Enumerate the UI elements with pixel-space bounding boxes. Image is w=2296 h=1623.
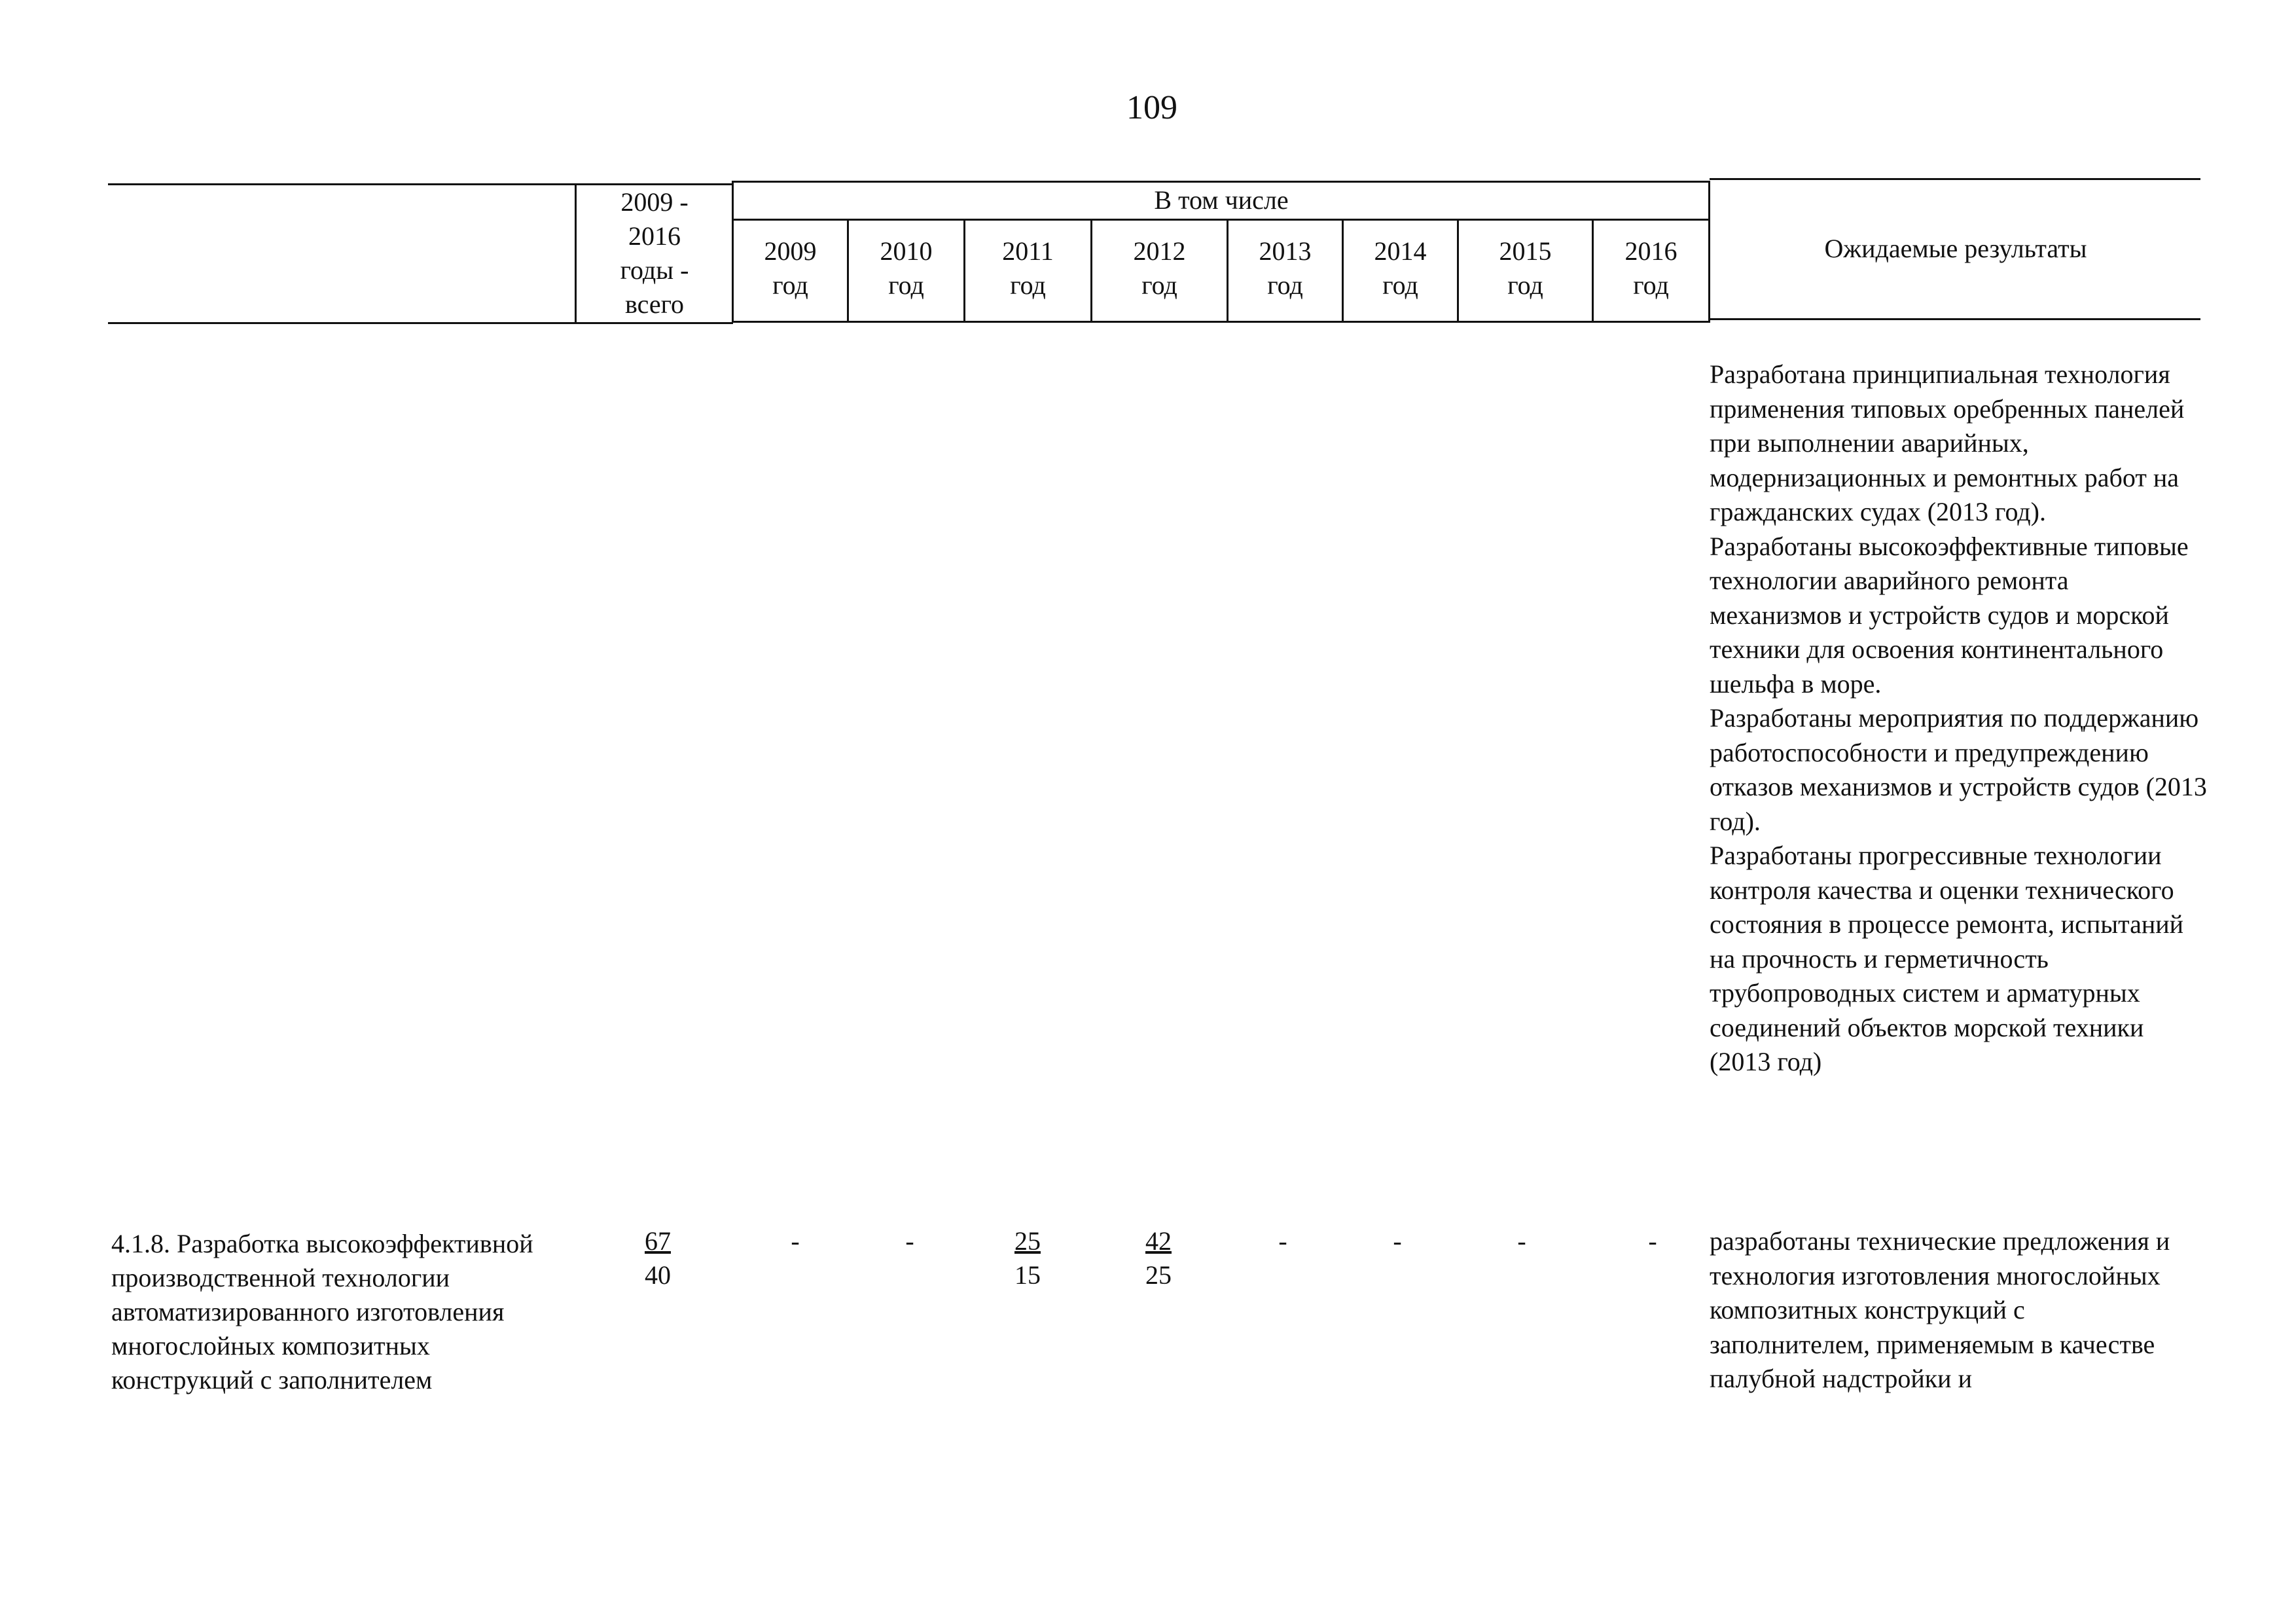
year-unit: год bbox=[1010, 270, 1046, 300]
value-bottom: 15 bbox=[1014, 1260, 1041, 1290]
row-418-2016 bbox=[1617, 1224, 1689, 1258]
page-number: 109 bbox=[1126, 89, 1177, 126]
value-bottom: 25 bbox=[1145, 1260, 1172, 1290]
result-paragraph: Разработаны мероприятия по поддержанию работоспособности и предупреждению отказов механизмов и устройств судов (2013 год). bbox=[1710, 703, 2207, 836]
value-top: 42 bbox=[1145, 1226, 1172, 1256]
year-header-2012 bbox=[1092, 234, 1227, 302]
value-top: 25 bbox=[1014, 1226, 1041, 1256]
result-paragraph: Разработаны прогрессивные технологии контроля качества и оценки технического состояния в процессе ремонта, испытаний на прочность и герметичность трубопроводных систем и арматурных соединений объектов морской техники (2013 год) bbox=[1710, 841, 2184, 1076]
year-unit: год bbox=[772, 270, 808, 300]
value-top: - bbox=[1278, 1226, 1287, 1256]
year-unit: год bbox=[888, 270, 924, 300]
year-label: 2009 bbox=[764, 236, 817, 266]
year-unit: год bbox=[1633, 270, 1669, 300]
continued-results bbox=[1710, 357, 2207, 1080]
header-bottom-rule-mid bbox=[732, 321, 1710, 323]
value-top: - bbox=[905, 1226, 914, 1256]
total-bottom-value: 40 bbox=[645, 1260, 671, 1290]
row-418-2013 bbox=[1247, 1224, 1319, 1258]
year-label: 2014 bbox=[1374, 236, 1427, 266]
year-unit: год bbox=[1267, 270, 1303, 300]
row-418-title: 4.1.8. Разработка высокоэффективной производственной технологии автоматизированного изготовления многослойных композитных конструкций с заполнителем bbox=[111, 1229, 533, 1395]
total-column-header bbox=[577, 185, 732, 321]
result-paragraph: Разработана принципиальная технология применения типовых оребренных панелей при выполнении аварийных, модернизационных и ремонтных работ на гражданских судах (2013 год). bbox=[1710, 359, 2185, 526]
total-header-line-4: всего bbox=[624, 289, 685, 319]
total-header-line-1: 2009 - bbox=[620, 187, 689, 217]
header-top-rule-mid bbox=[732, 181, 1710, 183]
row-418-total bbox=[615, 1224, 700, 1292]
year-unit: год bbox=[1507, 270, 1543, 300]
row-418-2011 bbox=[988, 1224, 1067, 1292]
year-header-2010 bbox=[849, 234, 963, 302]
row-418-2010 bbox=[874, 1224, 946, 1258]
header-bottom-rule-right bbox=[1710, 318, 2200, 320]
total-top-value: 67 bbox=[645, 1226, 671, 1256]
year-header-2009 bbox=[734, 234, 847, 302]
row-418-2009 bbox=[759, 1224, 831, 1258]
value-top: - bbox=[1648, 1226, 1657, 1256]
results-column-header: Ожидаемые результаты bbox=[1824, 234, 2087, 263]
row-418-2015 bbox=[1486, 1224, 1558, 1258]
result-paragraph: Разработаны высокоэффективные типовые технологии аварийного ремонта механизмов и устройств судов и морской техники для освоения континентального шельфа в море. bbox=[1710, 531, 2189, 699]
year-header-2014 bbox=[1344, 234, 1457, 302]
year-unit: год bbox=[1141, 270, 1177, 300]
col-border-0 bbox=[575, 183, 577, 323]
total-header-line-2: 2016 bbox=[628, 221, 681, 251]
year-header-2013 bbox=[1229, 234, 1342, 302]
value-top: - bbox=[1517, 1226, 1526, 1256]
year-label: 2013 bbox=[1259, 236, 1312, 266]
year-header-2015 bbox=[1459, 234, 1592, 302]
row-418-2012 bbox=[1119, 1224, 1198, 1292]
total-header-line-3: годы - bbox=[620, 255, 689, 285]
year-header-2011 bbox=[965, 234, 1090, 302]
year-label: 2011 bbox=[1002, 236, 1054, 266]
group-header: В том числе bbox=[1154, 185, 1289, 215]
row-418-results: разработаны технические предложения и технология изготовления многослойных композитных конструкций с заполнителем, применяемым в качестве палубной надстройки и bbox=[1710, 1226, 2170, 1393]
year-label: 2010 bbox=[880, 236, 933, 266]
value-top: - bbox=[791, 1226, 800, 1256]
year-unit: год bbox=[1382, 270, 1418, 300]
subgroup-rule bbox=[732, 219, 1710, 221]
header-top-rule-right bbox=[1710, 178, 2200, 180]
header-bottom-rule-left bbox=[108, 322, 733, 324]
value-top: - bbox=[1393, 1226, 1402, 1256]
year-header-2016 bbox=[1594, 234, 1708, 302]
year-label: 2015 bbox=[1499, 236, 1552, 266]
year-label: 2016 bbox=[1624, 236, 1677, 266]
row-418-2014 bbox=[1361, 1224, 1433, 1258]
year-label: 2012 bbox=[1133, 236, 1186, 266]
